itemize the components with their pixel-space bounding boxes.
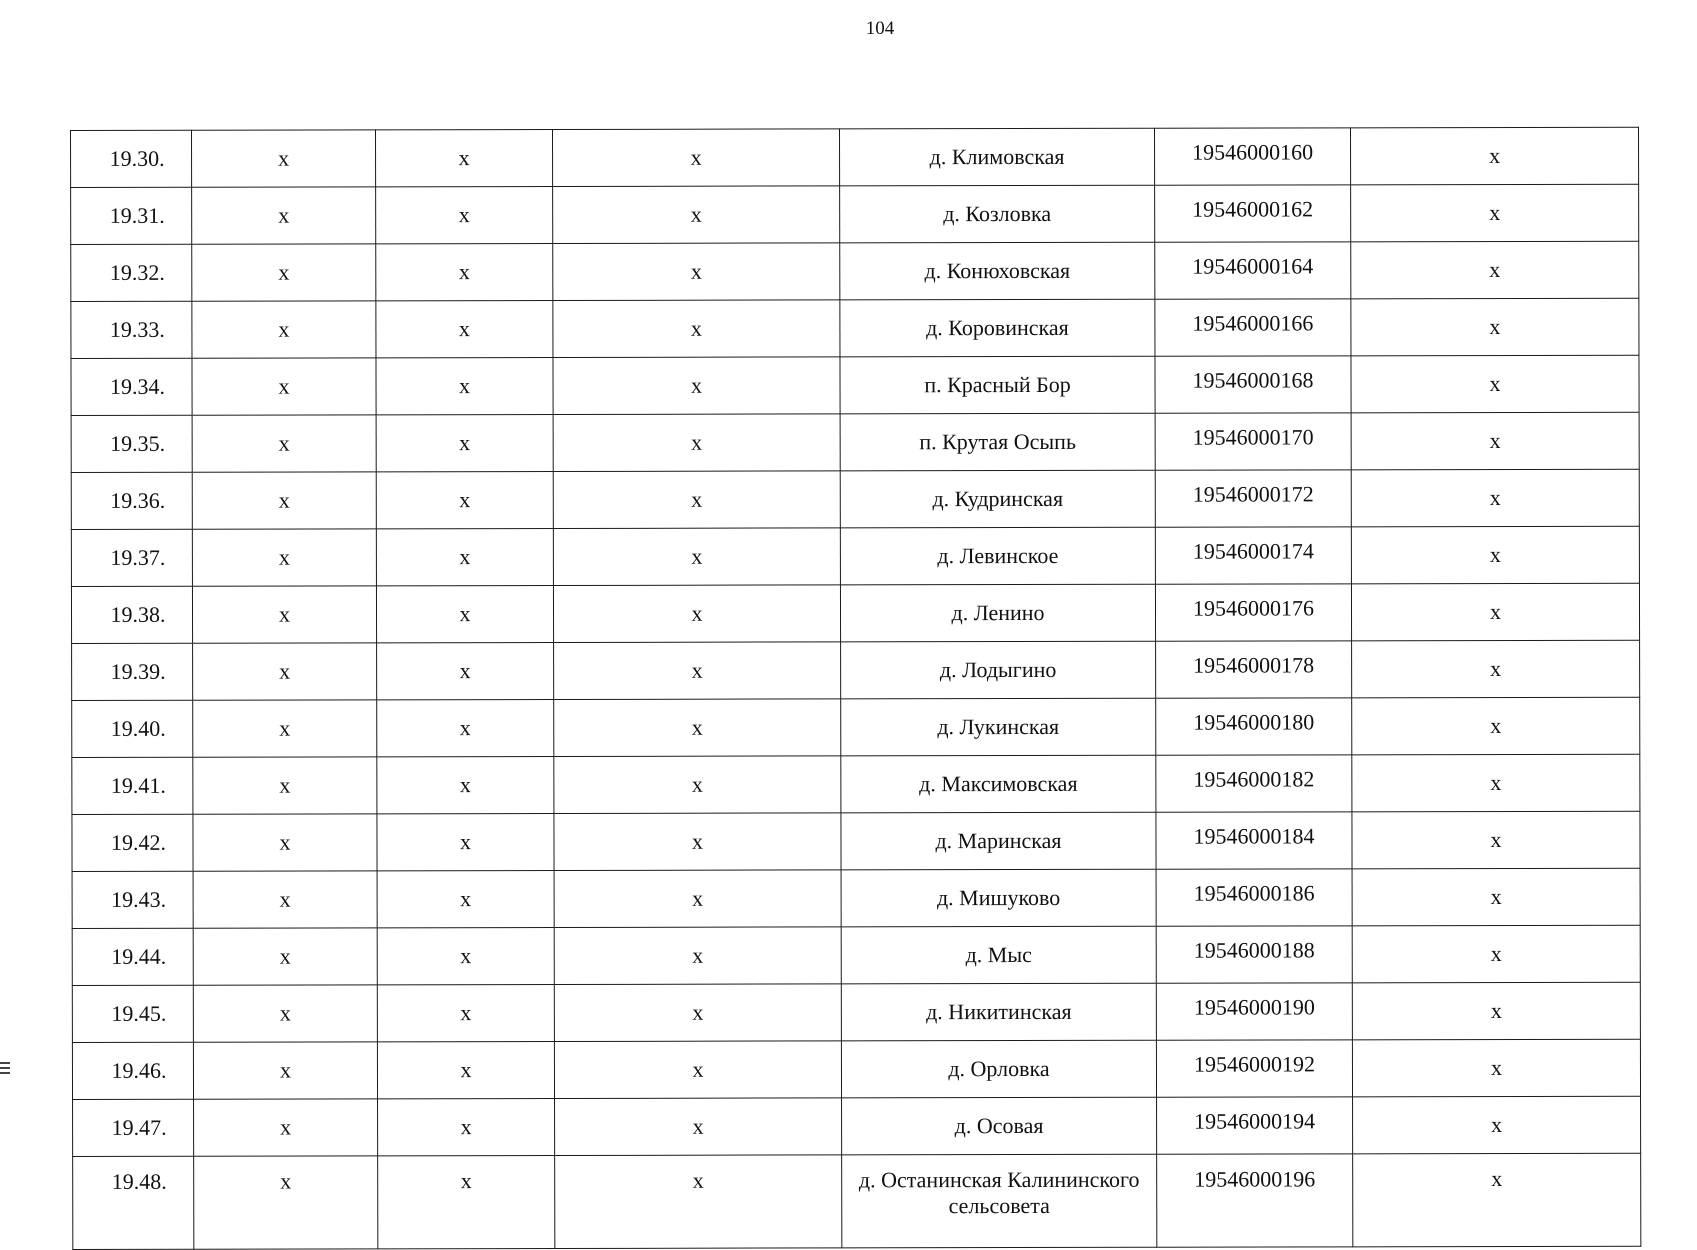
cell-col2: х (192, 244, 376, 301)
oktmo-code-cell: 19546000196 (1157, 1154, 1353, 1247)
table-row (72, 754, 1640, 814)
cell-col7: х (1351, 184, 1639, 242)
cell-col2: х (193, 871, 377, 928)
cell-col7: х (1351, 412, 1639, 470)
table-row (71, 298, 1639, 358)
row-number-cell: 19.46. (72, 1042, 193, 1099)
cell-col3: х (376, 186, 553, 243)
table-row (71, 412, 1639, 472)
cell-col4: х (553, 414, 840, 472)
oktmo-code-cell: 19546000174 (1155, 527, 1351, 584)
row-number-cell: 19.34. (71, 358, 192, 415)
cell-col3: х (377, 813, 554, 870)
oktmo-code-cell: 19546000168 (1155, 356, 1351, 413)
cell-col4: х (553, 357, 840, 415)
settlement-name-cell: д. Лодыгино (841, 641, 1156, 699)
cell-col4: х (555, 1098, 842, 1156)
cell-col3: х (376, 414, 553, 471)
cell-col3: х (376, 300, 553, 357)
table-row (72, 1039, 1640, 1099)
row-number-cell: 19.40. (72, 700, 193, 757)
cell-col2: х (192, 586, 376, 643)
settlement-name-cell: д. Лукинская (841, 698, 1156, 756)
cell-col2: х (193, 814, 377, 871)
cell-col7: х (1352, 811, 1640, 869)
settlement-name-cell: д. Максимовская (841, 755, 1156, 813)
table-row (73, 1153, 1641, 1249)
cell-col7: х (1352, 868, 1640, 926)
oktmo-code-cell: 19546000166 (1155, 299, 1351, 356)
row-number-cell: 19.43. (72, 871, 193, 928)
settlement-name-cell: д. Останинская Калининского сельсовета (842, 1154, 1157, 1248)
cell-col2: х (192, 130, 376, 187)
cell-col3: х (378, 1098, 555, 1155)
oktmo-code-cell: 19546000178 (1156, 641, 1352, 698)
cell-col3: х (376, 243, 553, 300)
settlement-name-cell: д. Левинское (840, 527, 1155, 585)
cell-col4: х (554, 984, 841, 1042)
cell-col4: х (554, 642, 841, 700)
cell-col7: х (1352, 925, 1640, 983)
settlement-name-cell: д. Маринская (841, 812, 1156, 870)
table-row (71, 583, 1639, 643)
cell-col7: х (1351, 583, 1639, 641)
table-row (71, 127, 1639, 187)
cell-col4: х (554, 927, 841, 985)
settlement-name-cell: д. Осовая (842, 1097, 1157, 1155)
cell-col7: х (1352, 754, 1640, 812)
row-number-cell: 19.37. (71, 529, 192, 586)
settlement-name-cell: д. Коровинская (840, 299, 1155, 357)
row-number-cell: 19.41. (72, 757, 193, 814)
cell-col3: х (377, 642, 554, 699)
settlement-name-cell: д. Козловка (840, 185, 1155, 243)
cell-col3: х (376, 528, 553, 585)
table-row (71, 241, 1639, 301)
settlement-name-cell: п. Красный Бор (840, 356, 1155, 414)
cell-col2: х (194, 1156, 378, 1249)
cell-col3: х (377, 756, 554, 813)
cell-col2: х (192, 358, 376, 415)
cell-col3: х (376, 585, 553, 642)
cell-col2: х (193, 985, 377, 1042)
cell-col2: х (192, 415, 376, 472)
row-number-cell: 19.33. (71, 301, 192, 358)
table-row (71, 355, 1639, 415)
cell-col2: х (192, 529, 376, 586)
oktmo-code-cell: 19546000160 (1154, 128, 1350, 185)
table-row (71, 526, 1639, 586)
row-number-cell: 19.47. (73, 1099, 194, 1156)
cell-col3: х (376, 357, 553, 414)
cell-col7: х (1351, 469, 1639, 527)
table-row (72, 640, 1640, 700)
settlements-table (70, 127, 1641, 1250)
table-row (72, 982, 1640, 1042)
cell-col4: х (554, 813, 841, 871)
cell-col7: х (1351, 298, 1639, 356)
cell-col7: х (1352, 640, 1640, 698)
oktmo-code-cell: 19546000186 (1156, 869, 1352, 926)
cell-col4: х (553, 129, 840, 187)
table-row (71, 469, 1639, 529)
row-number-cell: 19.39. (72, 643, 193, 700)
cell-col4: х (553, 471, 840, 529)
oktmo-code-cell: 19546000170 (1155, 413, 1351, 470)
oktmo-code-cell: 19546000190 (1156, 983, 1352, 1040)
cell-col2: х (193, 1042, 377, 1099)
cell-col7: х (1352, 1039, 1640, 1097)
settlement-name-cell: д. Никитинская (841, 983, 1156, 1041)
oktmo-code-cell: 19546000162 (1155, 185, 1351, 242)
row-number-cell: 19.35. (71, 415, 192, 472)
cell-col3: х (376, 129, 553, 186)
row-number-cell: 19.45. (72, 985, 193, 1042)
cell-col7: х (1350, 127, 1638, 185)
cell-col4: х (553, 528, 840, 586)
cell-col4: х (553, 585, 840, 643)
row-number-cell: 19.36. (71, 472, 192, 529)
cell-col4: х (553, 243, 840, 301)
table-row (72, 811, 1640, 871)
settlement-name-cell: д. Конюховская (840, 242, 1155, 300)
oktmo-code-cell: 19546000172 (1155, 470, 1351, 527)
settlement-name-cell: д. Климовская (839, 128, 1154, 186)
cell-col7: х (1351, 241, 1639, 299)
cell-col3: х (377, 927, 554, 984)
cell-col4: х (554, 699, 841, 757)
settlement-name-cell: д. Мыс (841, 926, 1156, 984)
row-number-cell: 19.48. (73, 1156, 194, 1249)
oktmo-code-cell: 19546000182 (1156, 755, 1352, 812)
table-body (71, 127, 1641, 1249)
settlement-name-cell: д. Ленино (840, 584, 1155, 642)
cell-col7: х (1352, 697, 1640, 755)
cell-col4: х (555, 1155, 842, 1249)
cell-col7: х (1351, 355, 1639, 413)
settlement-name-cell: д. Орловка (841, 1040, 1156, 1098)
settlement-name-cell: д. Кудринская (840, 470, 1155, 528)
settlement-name-cell: д. Мишуково (841, 869, 1156, 927)
cell-col2: х (193, 757, 377, 814)
table-row (72, 697, 1640, 757)
row-number-cell: 19.31. (71, 187, 192, 244)
settlement-name-cell: п. Крутая Осыпь (840, 413, 1155, 471)
cell-col7: х (1352, 982, 1640, 1040)
cell-col7: х (1353, 1153, 1641, 1247)
cell-col4: х (554, 756, 841, 814)
cell-col3: х (377, 984, 554, 1041)
cell-col2: х (193, 700, 377, 757)
row-number-cell: 19.38. (71, 586, 192, 643)
cell-col3: х (377, 1041, 554, 1098)
cell-col4: х (553, 186, 840, 244)
oktmo-code-cell: 19546000192 (1156, 1040, 1352, 1097)
cell-col7: х (1353, 1096, 1641, 1154)
row-number-cell: 19.44. (72, 928, 193, 985)
cell-col4: х (553, 300, 840, 358)
cell-col3: х (377, 699, 554, 756)
oktmo-code-cell: 19546000184 (1156, 812, 1352, 869)
cell-col7: х (1351, 526, 1639, 584)
row-number-cell: 19.32. (71, 244, 192, 301)
table-row (72, 868, 1640, 928)
oktmo-code-cell: 19546000194 (1157, 1097, 1353, 1154)
page-number: 104 (865, 18, 895, 39)
cell-col3: х (378, 1155, 555, 1248)
cell-col2: х (194, 1099, 378, 1156)
row-number-cell: 19.30. (71, 130, 192, 187)
cell-col2: х (193, 643, 377, 700)
table-row (71, 184, 1639, 244)
cell-col3: х (376, 471, 553, 528)
cell-col2: х (192, 301, 376, 358)
table-row (72, 925, 1640, 985)
cell-col3: х (377, 870, 554, 927)
oktmo-code-cell: 19546000180 (1156, 698, 1352, 755)
oktmo-code-cell: 19546000188 (1156, 926, 1352, 983)
oktmo-code-cell: 19546000164 (1155, 242, 1351, 299)
table-row (73, 1096, 1641, 1156)
row-number-cell: 19.42. (72, 814, 193, 871)
cell-col4: х (554, 1041, 841, 1099)
cell-col4: х (554, 870, 841, 928)
cell-col2: х (193, 928, 377, 985)
cell-col2: х (192, 472, 376, 529)
scan-edge-marks (0, 1062, 10, 1082)
cell-col2: х (192, 187, 376, 244)
oktmo-code-cell: 19546000176 (1155, 584, 1351, 641)
